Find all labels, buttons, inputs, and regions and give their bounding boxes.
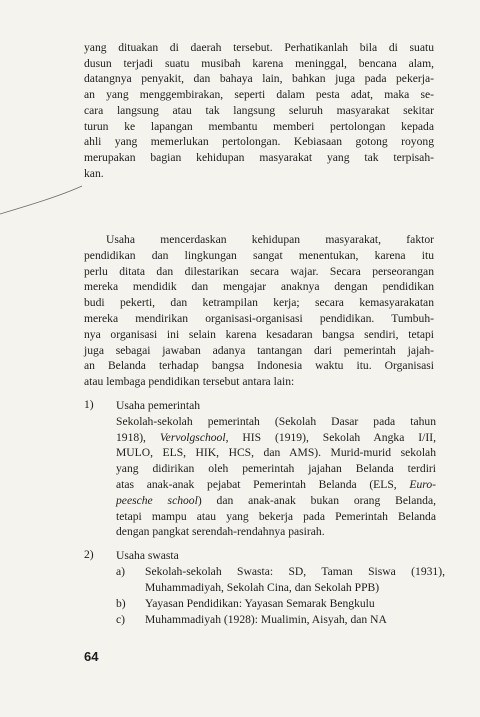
text-line: Muhammadiyah (1928): Mualimin, Aisyah, dan NA [145, 613, 387, 626]
text-line: nya organisasi ini selain karena kesadaran bangsa sendiri, tetapi [84, 327, 434, 341]
list-number: 2) [84, 548, 94, 561]
text-line: Sekolah-sekolah pemerintah (Sekolah Dasar pada tahun [116, 414, 436, 428]
sub-item-letter: b) [116, 597, 126, 610]
sub-item-letter: a) [116, 565, 126, 578]
text-line: Usaha mencerdaskan kehidupan masyarakat, faktor [106, 233, 434, 246]
text-line-italic: 1918), Vervolgschool, HIS (1919), Sekolah Angka I/II, [116, 430, 436, 444]
list-item-2 [116, 548, 436, 564]
text-line: budi pekerti, dan ketrampilan kerja; secara kemasyarakatan [84, 296, 434, 310]
text-line: yang dituakan di daerah tersebut. Perhatikanlah bila di suatu [84, 41, 434, 54]
text-line: yang didirikan oleh pemerintah jajahan Belanda terdiri [116, 462, 436, 476]
text-line: tetapi mampu atau yang bekerja pada Pemerintah Belanda [116, 509, 436, 523]
page-number: 64 [84, 649, 99, 664]
text-line: Sekolah-sekolah Swasta: SD, Taman Siswa (1931), [145, 565, 445, 578]
text-line: cara langsung atau tak langsung seluruh masyarakat sekitar [84, 103, 434, 117]
sub-item-letter: c) [116, 613, 126, 626]
list-number: 1) [84, 398, 94, 411]
text-line-italic: atas anak-anak pejabat Pemerintah Belanda (ELS, Euro- [116, 477, 436, 491]
text-line: mereka mendirikan organisasi-organisasi pendidikan. Tumbuh- [84, 311, 434, 325]
text-line: datangnya penyakit, dan bahaya lain, bahkan juga pada pekerja- [84, 72, 434, 86]
text-line: an Belanda terhadap bangsa Indonesia waktu itu. Organisasi [84, 359, 434, 373]
list-item-1 [116, 398, 436, 540]
text-line: dengan pangkat serendah-rendahnya pasirah. [116, 525, 325, 539]
paragraph-2 [84, 232, 434, 390]
text-line: turun ke lapangan membantu memberi pertolongan kepada [84, 119, 434, 133]
text-line: atau lembaga pendidikan tersebut antara lain: [84, 375, 295, 389]
text-line: an yang menggembirakan, seperti dalam pesta adat, maka se- [84, 88, 434, 102]
text-line: mereka mendidik dan mengajar anaknya dengan pendidikan [84, 280, 434, 294]
list-item-title: Usaha pemerintah [116, 399, 201, 412]
text-line: perlu ditata dan dilestarikan secara wajar. Secara perseorangan [84, 264, 434, 278]
text-line-italic: peesche school) dan anak-anak bukan orang Belanda, [116, 493, 436, 507]
text-line: Muhammadiyah, Sekolah Cina, dan Sekolah PPB) [145, 580, 380, 594]
text-line: kan. [84, 166, 104, 180]
text-line: pendidikan dan lingkungan sangat menentukan, karena itu [84, 248, 434, 262]
text-line: Yayasan Pendidikan: Yayasan Semarak Bengkulu [145, 597, 375, 610]
text-line: dusun terjadi suatu musibah karena meninggal, bencana alam, [84, 56, 434, 70]
text-line: MULO, ELS, HIK, HCS, dan AMS). Murid-murid sekolah [116, 446, 436, 460]
text-line-first [84, 232, 434, 248]
list-item-title: Usaha swasta [116, 549, 179, 562]
text-line: juga sebagai jawaban adanya tantangan dari pemerintah jajah- [84, 343, 434, 357]
text-line: ahli yang memerlukan pertolongan. Kebiasaan gotong royong [84, 135, 434, 149]
paragraph-1 [84, 40, 434, 181]
text-line: merupakan bagian kehidupan masyarakat yang tak terpisah- [84, 150, 434, 164]
